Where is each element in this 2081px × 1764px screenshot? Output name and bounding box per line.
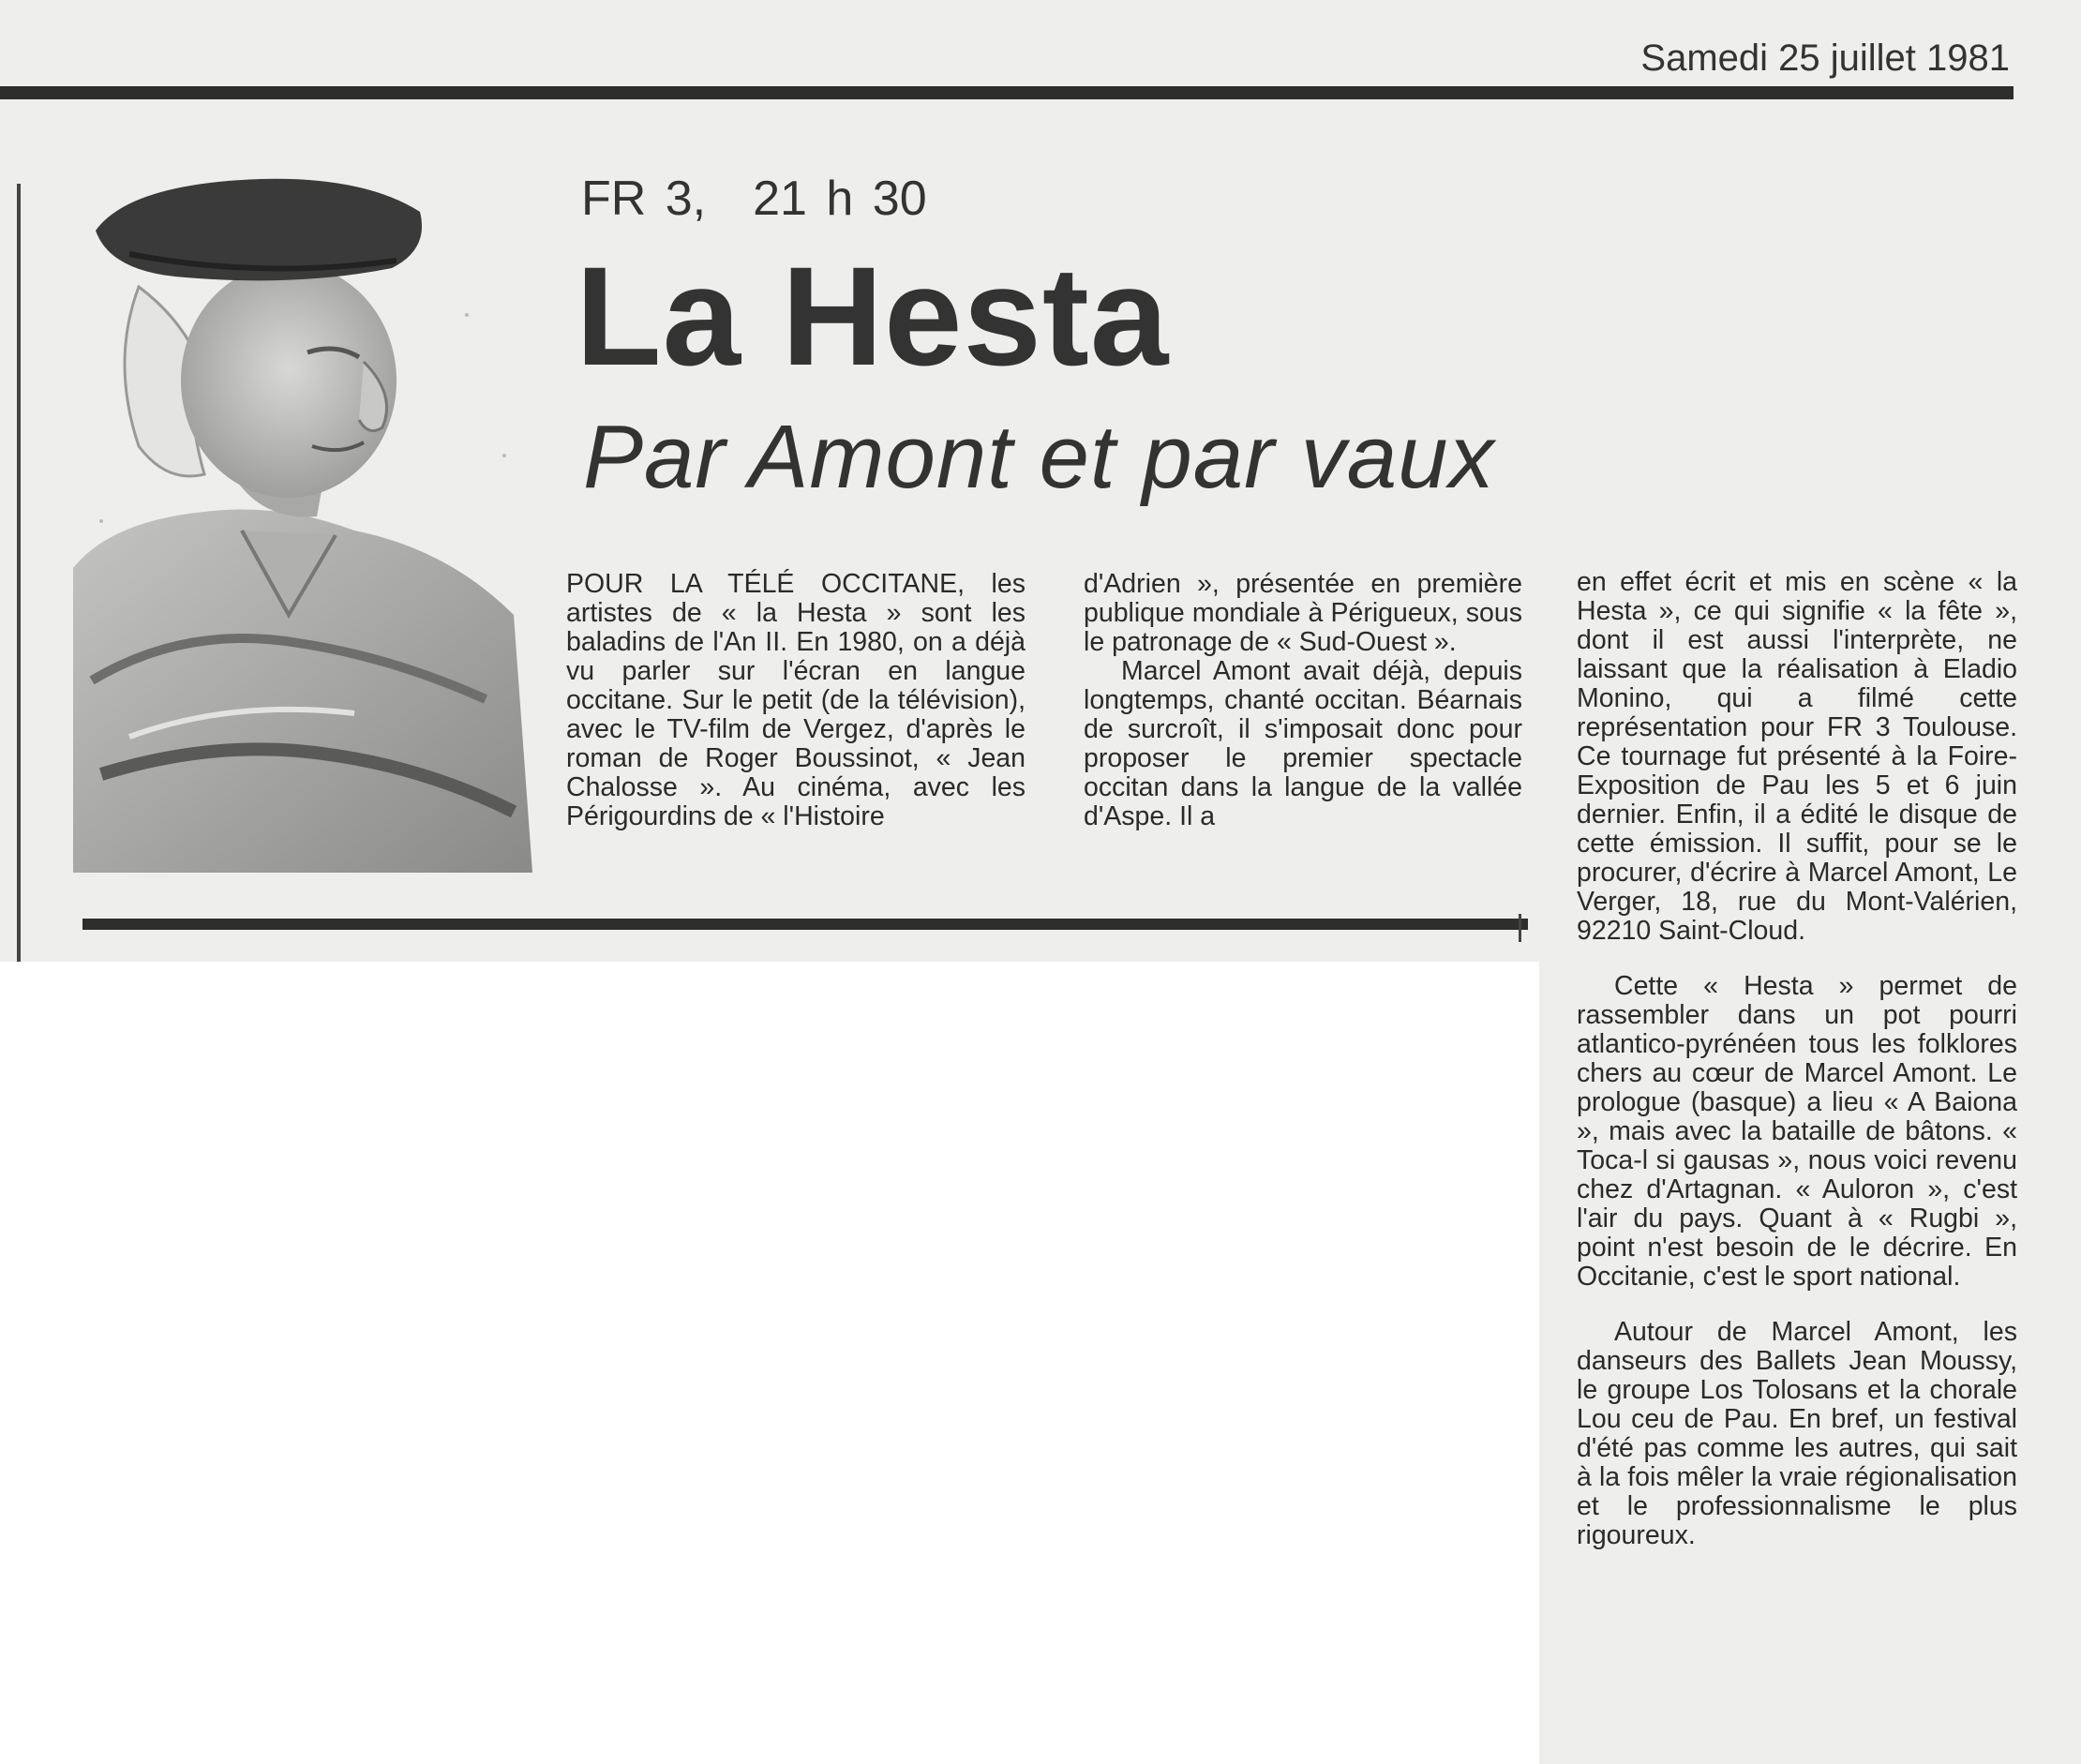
broadcast-time: 21 h 30 [753, 172, 927, 226]
article-subtitle: Par Amont et par vaux [583, 407, 1495, 507]
paragraph: Marcel Amont avait déjà, depuis longtemps, chanté occitan. Béarnais de surcroît, il s'imposait donc pour proposer le premier spectacle occitan dans la langue de la vallée d'Aspe. Il a [1084, 656, 1522, 831]
issue-date: Samedi 25 juillet 1981 [1640, 37, 2010, 79]
paragraph: Cette « Hesta » permet de rassembler dans un pot pourri atlantico-pyrénéen tous les folklores chers au cœur de Marcel Amont. Le prologue (basque) a lieu « A Baiona », mais avec la bataille de bâtons. « Toca-l si gausas », nous voici revenu chez d'Artagnan. « Auloron », c'est l'air du pays. Quant à « Rugbi », point n'est besoin de le décrire. En Occitanie, c'est le sport national. [1577, 971, 2017, 1292]
article-title: La Hesta [576, 237, 1170, 395]
rule-tick [1519, 914, 1521, 942]
paragraph: en effet écrit et mis en scène « la Hesta », ce qui signifie « la fête », dont il est aussi l'interprète, ne laissant que la réalisation à Eladio Monino, qui a filmé cette représentation pour FR 3 Toulouse. Ce tournage fut présenté à la Foire-Exposition de Pau les 5 et 6 juin dernier. Enfin, il a édité le disque de cette émission. Il suffit, pour se le procurer, d'écrire à Marcel Amont, Le Verger, 18, rue du Mont-Valérien, 92210 Saint-Cloud. [1577, 567, 2017, 946]
photo-singer [73, 174, 542, 873]
lead-in: POUR LA TÉLÉ OCCITANE, [566, 569, 966, 599]
paragraph: Autour de Marcel Amont, les danseurs des Ballets Jean Moussy, le groupe Los Tolosans et la chorale Lou ceu de Pau. En bref, un festival d'été pas comme les autres, qui sait à la fois mêler la vraie régionalisation et le professionnalisme le plus rigoureux. [1577, 1317, 2017, 1550]
text-column-1 [566, 570, 1026, 831]
text-column-2 [1084, 570, 1522, 831]
broadcast-info [581, 171, 927, 227]
paragraph: d'Adrien », présentée en première publique mondiale à Périgueux, sous le patronage de « Sud-Ouest ». [1084, 569, 1522, 657]
footer-rule [82, 919, 1528, 930]
header-rule [0, 86, 2014, 99]
paragraph-text: les artistes de « la Hesta » sont les baladins de l'An II. En 1980, on a déjà vu parler sur l'écran en langue occitane. Sur le petit (de la télévision), avec le TV-film de Vergez, d'après le roman de Roger Boussinot, « Jean Chalosse ». Au cinéma, avec les Périgourdins de « l'Histoire [566, 569, 1026, 831]
paragraph [566, 570, 1026, 831]
left-border-rule [17, 184, 21, 962]
channel-label: FR 3, [581, 172, 707, 226]
text-column-3 [1577, 568, 2017, 1550]
